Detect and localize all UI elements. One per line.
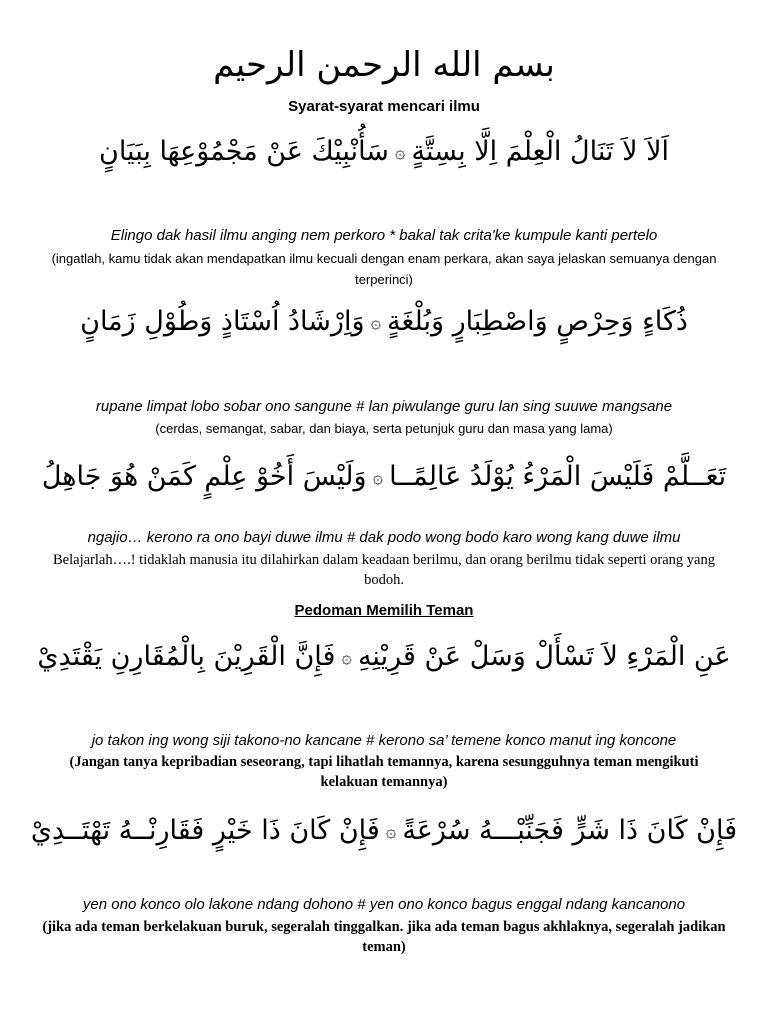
separator-icon: ۞ bbox=[372, 466, 384, 488]
separator-icon: ۞ bbox=[370, 311, 382, 333]
arabic-verse-1 bbox=[20, 127, 748, 178]
section-subtitle: Pedoman Memilih Teman bbox=[294, 602, 474, 619]
javanese-line-4: jo takon ing wong siji takono-no kancane # kerono sa’ temene konco manut ing koncone bbox=[91, 732, 677, 749]
verse-1-second-half: سَأُنْبِيْكَ عَنْ مَجْمُوْعِهَا بِبَيَانٍ bbox=[99, 136, 389, 167]
verse-3-first-half: تَعَــلَّمْ فَلَيْسَ الْمَرْءُ يُوْلَدُ عَالِمًــا bbox=[389, 461, 727, 492]
javanese-line-1: Elingo dak hasil ilmu anging nem perkoro * bakal tak crita'ke kumpule kanti pertelo bbox=[110, 227, 658, 244]
bismillah-calligraphy: بسم الله الرحمن الرحيم bbox=[213, 45, 555, 85]
arabic-verse-5 bbox=[20, 806, 748, 857]
javanese-line-2: rupane limpat lobo sobar ono sangune # lan piwulange guru lan sing suuwe mangsane bbox=[95, 398, 673, 415]
separator-icon: ۞ bbox=[341, 646, 352, 668]
arabic-verse-2 bbox=[20, 297, 748, 348]
arabic-verse-4 bbox=[20, 632, 748, 683]
translation-1: (ingatlah, kamu tidak akan mendapatkan ilmu kecuali dengan enam perkara, akan saya jelaskan semuanya dengan terperinci) bbox=[51, 251, 717, 287]
separator-icon: ۞ bbox=[385, 820, 397, 842]
translation-2: (cerdas, semangat, sabar, dan biaya, serta petunjuk guru dan masa yang lama) bbox=[155, 421, 613, 436]
verse-5-second-half: فَإِنْ كَانَ ذَا خَيْرٍ فَقَارِنْــهُ تَهْتَــدِيْ bbox=[30, 815, 380, 846]
verse-2-second-half: وَاِرْشَادُ اُسْتَاذٍ وَطُوْلِ زَمَانٍ bbox=[80, 306, 365, 337]
verse-4-second-half: فَإِنَّ الْقَرِيْنَ بِالْمُقَارِنِ يَقْتَدِيْ bbox=[37, 641, 336, 672]
verse-3-second-half: وَلَيْسَ أَخُوْ عِلْمٍ كَمَنْ هُوَ جَاهِلُ bbox=[41, 461, 367, 492]
javanese-line-3: ngajio… kerono ra ono bayi duwe ilmu # dak podo wong bodo karo wong kang duwe ilmu bbox=[87, 529, 681, 546]
verse-5-first-half: فَإِنْ كَانَ ذَا شَرٍّ فَجَنِّبْـــهُ سُرْعَةً bbox=[402, 815, 738, 846]
arabic-verse-3 bbox=[20, 452, 748, 503]
separator-icon: ۞ bbox=[394, 141, 406, 163]
page-title: Syarat-syarat mencari ilmu bbox=[288, 98, 480, 115]
verse-1-first-half: اَلاَ لاَ تَنَالُ الْعِلْمَ اِلَّا بِسِتَّةٍ bbox=[411, 136, 669, 167]
verse-4-first-half: عَنِ الْمَرْءِ لاَ تَسْأَلْ وَسَلْ عَنْ قَرِيْنِهِ bbox=[357, 641, 731, 672]
verse-2-first-half: ذُكَاءٍ وَحِرْصٍ وَاصْطِبَارٍ وَبُلْغَةٍ bbox=[387, 306, 688, 337]
translation-4: (Jangan tanya kepribadian seseorang, tapi lihatlah temannya, karena sesungguhnya teman mengikuti kelakuan temannya) bbox=[69, 754, 699, 790]
translation-3: Belajarlah….! tidaklah manusia itu dilahirkan dalam keadaan berilmu, dan orang berilmu tidak seperti orang yang bodoh. bbox=[53, 552, 715, 588]
translation-5: (jika ada teman berkelakuan buruk, segeralah tinggalkan. jika ada teman bagus akhlaknya, segeralah jadikan teman) bbox=[42, 919, 726, 955]
javanese-line-5: yen ono konco olo lakone ndang dohono # yen ono konco bagus enggal ndang kancanono bbox=[82, 896, 686, 913]
